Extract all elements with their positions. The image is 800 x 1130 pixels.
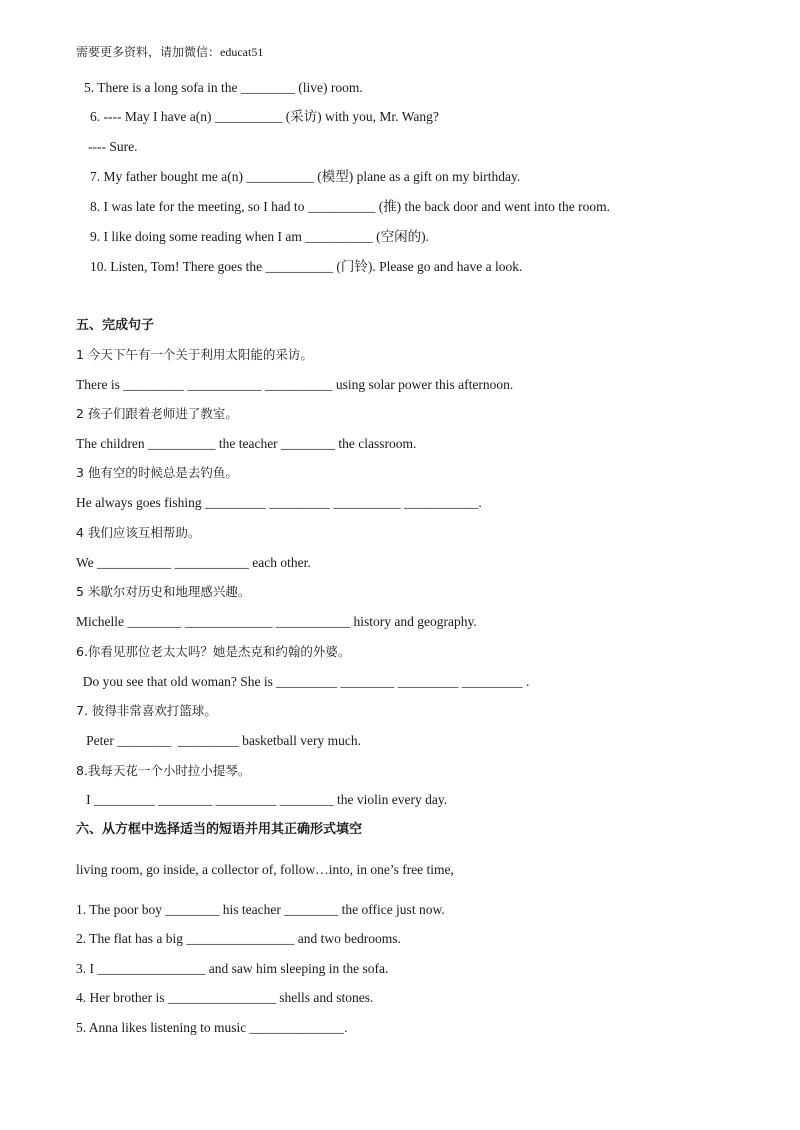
sentence-1-english: There is _________ ___________ __________ using solar power this afternoon. (76, 377, 514, 392)
fill-blank-3: 3. I ________________ and saw him sleeping in the sofa. (76, 961, 389, 976)
exercise-line-6: 6. ---- May I have a(n) __________ (采访) with you, Mr. Wang? (90, 109, 439, 124)
fill-blank-4: 4. Her brother is ________________ shells and stones. (76, 990, 374, 1005)
section-5-heading: 五、完成句子 (76, 318, 155, 333)
exercise-line-8: 8. I was late for the meeting, so I had to __________ (推) the back door and went into the room. (90, 199, 611, 214)
sentence-6-chinese: 6.你看见那位老太太吗？她是杰克和约翰的外婆。 (76, 644, 351, 659)
sentence-4-english: We ___________ ___________ each other. (76, 555, 311, 570)
sentence-1-chinese: 1 今天下午有一个关于利用太阳能的采访。 (76, 347, 313, 362)
sentence-5-english: Michelle ________ _____________ ___________ history and geography. (76, 614, 477, 629)
sentence-2-chinese: 2 孩子们跟着老师进了教室。 (76, 406, 238, 421)
sentence-6-english: Do you see that old woman? She is _________ ________ _________ _________ . (76, 674, 530, 689)
sentence-3-english: He always goes fishing _________ _________ __________ ___________. (76, 495, 482, 510)
sentence-2-english: The children __________ the teacher ________ the classroom. (76, 436, 417, 451)
fill-blank-5: 5. Anna likes listening to music ______________. (76, 1020, 348, 1035)
exercise-line-9: 9. I like doing some reading when I am __________ (空闲的). (90, 229, 429, 244)
sentence-8-english: I _________ ________ _________ ________ the violin every day. (76, 792, 448, 807)
section-6-heading: 六、从方框中选择适当的短语并用其正确形式填空 (76, 822, 363, 837)
exercise-line-7: 7. My father bought me a(n) __________ (模型) plane as a gift on my birthday. (90, 169, 521, 184)
fill-blank-2: 2. The flat has a big ________________ and two bedrooms. (76, 931, 401, 946)
exercise-line-5: 5. There is a long sofa in the ________ (live) room. (84, 80, 363, 95)
sentence-8-chinese: 8.我每天花一个小时拉小提琴。 (76, 763, 251, 778)
page-header: 需要更多资料，请加微信：educat51 (76, 45, 264, 59)
sentence-5-chinese: 5 米歇尔对历史和地理感兴趣。 (76, 584, 251, 599)
sentence-4-chinese: 4 我们应该互相帮助。 (76, 525, 201, 540)
fill-blank-1: 1. The poor boy ________ his teacher ________ the office just now. (76, 902, 445, 917)
exercise-line-10: 10. Listen, Tom! There goes the __________ (门铃). Please go and have a look. (90, 259, 523, 274)
exercise-line-6-reply: ---- Sure. (88, 139, 138, 154)
sentence-7-english: Peter ________ _________ basketball very much. (76, 733, 361, 748)
sentence-7-chinese: 7. 彼得非常喜欢打篮球。 (76, 703, 217, 718)
sentence-3-chinese: 3 他有空的时候总是去钓鱼。 (76, 465, 238, 480)
phrase-box: living room, go inside, a collector of, follow…into, in one’s free time, (76, 862, 454, 877)
